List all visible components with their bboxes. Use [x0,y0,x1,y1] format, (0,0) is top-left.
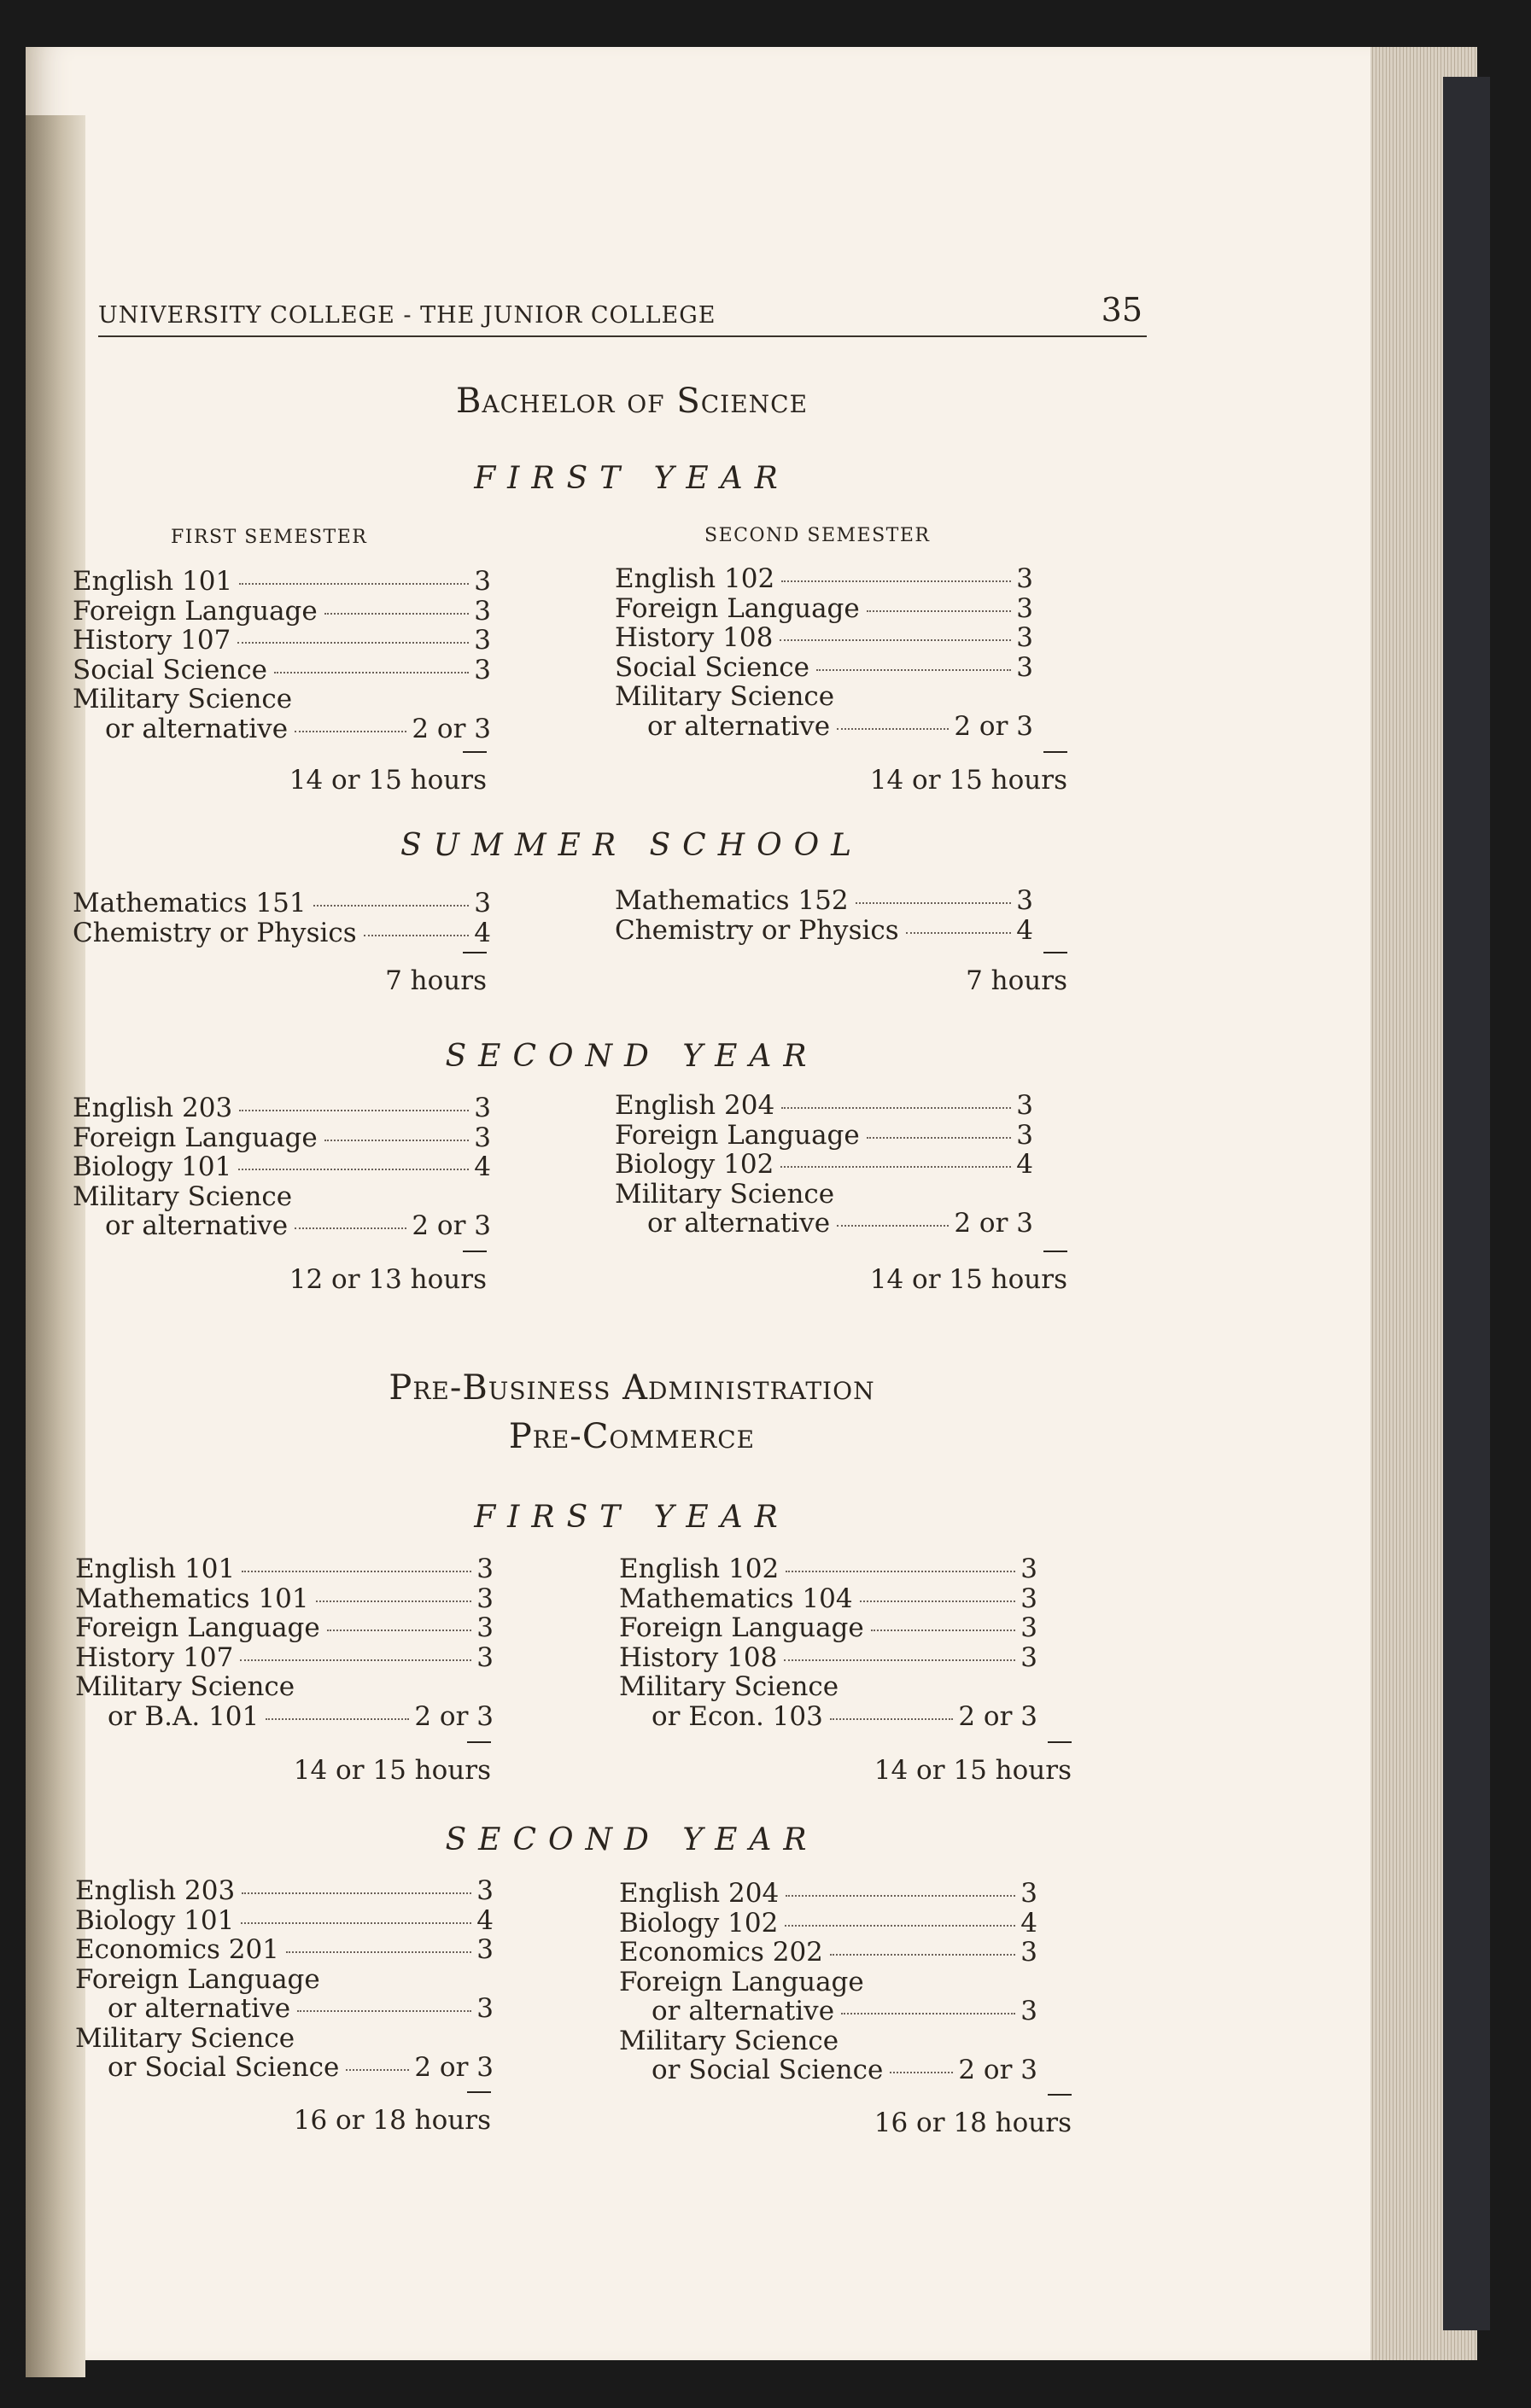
pba-y2-left [75,1875,494,2082]
dot-leader [781,1107,1011,1109]
credit-hours: 2 or 3 [954,1208,1033,1239]
dot-leader [860,1600,1016,1602]
credit-hours: 3 [1016,1090,1033,1121]
course-name: Social Science [73,654,267,685]
credit-hours: 3 [1020,1937,1037,1968]
first-semester-label: FIRST SEMESTER [171,527,368,548]
course-name: or Econ. 103 [652,1700,823,1732]
bs-summer-left-total: 7 hours [235,952,487,996]
course-row [75,1964,494,1994]
dot-leader [837,1225,949,1227]
course-row [73,596,491,626]
course-row [75,1875,494,1905]
dot-leader [295,731,406,732]
dot-leader [871,1630,1016,1631]
course-name: Military Science [615,1178,835,1210]
course-name: English 102 [619,1554,780,1584]
dot-leader [867,610,1012,612]
credit-hours: 3 [1020,1554,1037,1584]
course-name: Military Science [615,681,835,712]
course-row [619,1671,1037,1701]
dot-leader [830,1954,1015,1956]
course-row [75,2052,494,2082]
dot-leader [242,1892,471,1894]
dot-leader [313,905,470,907]
course-row [75,1993,494,2023]
course-name: Foreign Language [73,1122,318,1153]
credit-hours: 3 [1020,1878,1037,1909]
bs-y2-right-total: 14 or 15 hours [777,1251,1067,1295]
credit-hours: 3 [1016,563,1033,594]
course-name: Foreign Language [615,592,860,624]
bs-y2-left [73,1093,491,1240]
bs-y1-left [73,566,491,743]
course-row [73,625,491,655]
course-name: Military Science [619,1671,839,1702]
pba-y2-right-total: 16 or 18 hours [781,2094,1072,2138]
credit-hours: 2 or 3 [954,710,1033,742]
dot-leader [785,1925,1015,1927]
pba-second-year-heading: SECOND YEAR [445,1822,819,1857]
course-name: English 203 [75,1875,236,1906]
course-name: Mathematics 101 [75,1583,309,1614]
course-name: History 107 [75,1641,234,1673]
credit-hours: 3 [1020,1996,1037,2026]
dot-leader [346,2069,409,2071]
course-row [75,1671,494,1701]
credit-hours: 3 [474,595,491,627]
dot-leader [780,639,1011,641]
dot-leader [784,1659,1015,1661]
course-row [615,681,1033,711]
course-row [619,1908,1037,1938]
course-row [619,1996,1037,2026]
pba-y1-left-total: 14 or 15 hours [239,1741,491,1786]
credit-hours: 4 [474,1152,491,1182]
course-name: History 108 [619,1641,778,1673]
course-name: Military Science [75,1671,295,1702]
bs-first-year-heading: FIRST YEAR [474,461,790,496]
bs-summer-right-total: 7 hours [777,952,1067,996]
credit-hours: 3 [1016,651,1033,683]
course-name: English 101 [73,566,233,597]
credit-hours: 2 or 3 [414,1700,494,1732]
course-name: Social Science [615,651,809,683]
course-row [619,2026,1037,2055]
dot-leader [324,613,470,615]
course-name: Economics 201 [75,1934,279,1965]
pba-y1-right [619,1554,1037,1730]
dot-leader [830,1718,954,1720]
course-row [73,684,491,714]
course-row [75,1554,494,1583]
course-row [619,1612,1037,1642]
bs-summer-left [73,888,491,947]
course-row [615,563,1033,593]
running-head-title: UNIVERSITY COLLEGE - THE JUNIOR COLLEGE [98,302,716,329]
course-name: or alternative [108,1993,291,2024]
dot-leader [786,1895,1015,1897]
bs-summer-right [615,885,1033,944]
course-row [75,1701,494,1731]
course-name: Chemistry or Physics [615,914,899,946]
course-row [73,1152,491,1181]
credit-hours: 3 [1020,1612,1037,1643]
dot-leader [239,1110,469,1111]
pba-y2-left-total: 16 or 18 hours [239,2091,491,2136]
credit-hours: 4 [1016,1149,1033,1180]
dot-leader [364,935,470,936]
bs-y1-right [615,563,1033,740]
course-name: Foreign Language [619,1966,864,1997]
course-row [73,566,491,596]
course-row [619,1878,1037,1908]
credit-hours: 3 [1020,1583,1037,1614]
dot-leader [316,1600,472,1602]
course-row [73,918,491,947]
dot-leader [780,1166,1011,1168]
credit-hours: 3 [474,654,491,685]
course-name: or alternative [652,1996,835,2026]
course-row [73,1122,491,1152]
second-semester-label: SECOND SEMESTER [704,525,931,546]
pba-y1-left [75,1554,494,1730]
dot-leader [240,1659,471,1661]
credit-hours: 3 [1016,622,1033,653]
page-content [26,47,1370,2360]
book-page [26,47,1370,2360]
course-row [619,1701,1037,1731]
course-row [75,1612,494,1642]
course-name: Foreign Language [75,1612,320,1643]
course-row [73,888,491,918]
course-name: or alternative [105,1210,289,1241]
dot-leader [239,583,469,585]
credit-hours: 4 [476,1904,494,1936]
dot-leader [890,2072,953,2073]
dot-leader [856,902,1012,904]
credit-hours: 2 or 3 [412,1210,491,1241]
course-row [73,1210,491,1240]
page-number: 35 [1101,291,1142,329]
course-row [73,655,491,685]
dot-leader [237,642,469,644]
dot-leader [867,1137,1012,1139]
course-name: Biology 101 [75,1904,235,1936]
credit-hours: 3 [476,1993,494,2024]
credit-hours: 4 [1020,1907,1037,1939]
bs-second-year-heading: SECOND YEAR [445,1039,819,1074]
pba-first-year-heading: FIRST YEAR [474,1500,790,1535]
course-row [619,1642,1037,1672]
credit-hours: 3 [1020,1641,1037,1673]
bs-y1-right-total: 14 or 15 hours [777,751,1067,796]
course-row [615,593,1033,623]
course-row [75,2023,494,2053]
pba-subtitle: Pre-Commerce [508,1417,756,1456]
course-name: Military Science [73,1181,293,1212]
dot-leader [816,669,1011,671]
dot-leader [906,932,1012,934]
dot-leader [266,1718,409,1720]
bs-y2-right [615,1090,1033,1238]
dot-leader [297,2010,471,2012]
course-name: Foreign Language [619,1612,864,1643]
course-name: English 101 [75,1554,236,1584]
bs-summer-heading: SUMMER SCHOOL [400,828,864,863]
credit-hours: 3 [476,1612,494,1643]
course-row [75,1642,494,1672]
credit-hours: 3 [474,1122,491,1153]
credit-hours: 2 or 3 [958,2055,1037,2085]
credit-hours: 3 [476,1934,494,1965]
course-row [615,1090,1033,1120]
course-row [615,915,1033,945]
course-name: Biology 102 [615,1149,774,1180]
credit-hours: 3 [474,888,491,918]
course-name: or Social Science [652,2055,884,2085]
course-row [73,1181,491,1211]
credit-hours: 3 [474,1093,491,1123]
dot-leader [241,1922,471,1924]
course-name: English 102 [615,563,775,594]
bs-y1-left-total: 14 or 15 hours [235,751,487,796]
pba-y1-right-total: 14 or 15 hours [781,1741,1072,1786]
course-row [75,1583,494,1613]
course-name: Mathematics 104 [619,1583,853,1614]
credit-hours: 3 [474,625,491,656]
course-row [75,1905,494,1935]
dot-leader [324,1140,470,1141]
course-row [615,1120,1033,1150]
course-name: Military Science [75,2022,295,2054]
credit-hours: 3 [1016,885,1033,916]
bs-y2-left-total: 12 or 13 hours [235,1251,487,1295]
credit-hours: 3 [474,566,491,597]
course-row [619,1583,1037,1613]
dot-leader [786,1571,1015,1572]
credit-hours: 2 or 3 [958,1700,1037,1732]
course-name: Biology 101 [73,1152,232,1182]
credit-hours: 3 [1016,1119,1033,1151]
credit-hours: 3 [476,1875,494,1906]
dot-leader [837,728,949,730]
course-name: or Social Science [108,2052,340,2083]
course-name: Military Science [619,2025,839,2056]
course-row [615,1208,1033,1238]
credit-hours: 3 [476,1554,494,1584]
course-name: Mathematics 152 [615,885,849,916]
course-name: English 203 [73,1093,233,1123]
credit-hours: 4 [1016,914,1033,946]
course-name: English 204 [619,1878,780,1909]
course-row [75,1934,494,1964]
course-name: Economics 202 [619,1937,823,1968]
dot-leader [274,672,469,673]
credit-hours: 2 or 3 [414,2052,494,2083]
course-name: or alternative [105,713,289,744]
running-head [98,293,1147,337]
book-cover [1443,77,1490,2330]
pba-title: Pre-Business Administration [389,1368,875,1408]
course-row [615,622,1033,652]
dot-leader [286,1951,471,1953]
credit-hours: 3 [1016,592,1033,624]
course-name: Chemistry or Physics [73,917,357,948]
dot-leader [327,1630,472,1631]
course-name: or B.A. 101 [108,1700,260,1732]
credit-hours: 3 [476,1641,494,1673]
course-row [73,1093,491,1122]
course-row [619,1937,1037,1967]
course-row [619,1967,1037,1997]
course-name: Biology 102 [619,1907,779,1939]
course-name: Foreign Language [75,1963,320,1995]
course-row [615,652,1033,682]
pba-y2-right [619,1878,1037,2084]
course-name: Foreign Language [615,1119,860,1151]
course-name: Foreign Language [73,595,318,627]
credit-hours: 3 [476,1583,494,1614]
course-row [619,2055,1037,2084]
course-name: English 204 [615,1090,775,1121]
course-row [619,1554,1037,1583]
dot-leader [841,2013,1015,2014]
course-row [73,714,491,743]
course-name: History 108 [615,622,774,653]
course-name: History 107 [73,625,231,656]
course-name: or alternative [647,710,831,742]
credit-hours: 2 or 3 [412,713,491,744]
course-name: or alternative [647,1208,831,1239]
dot-leader [242,1571,471,1572]
dot-leader [295,1227,406,1229]
dot-leader [781,580,1011,582]
course-name: Military Science [73,684,293,714]
course-row [615,1149,1033,1179]
course-row [615,885,1033,915]
course-name: Mathematics 151 [73,888,307,918]
course-row [615,711,1033,741]
credit-hours: 4 [474,917,491,948]
course-row [615,1179,1033,1209]
bs-title: Bachelor of Science [455,382,809,421]
dot-leader [238,1169,469,1170]
